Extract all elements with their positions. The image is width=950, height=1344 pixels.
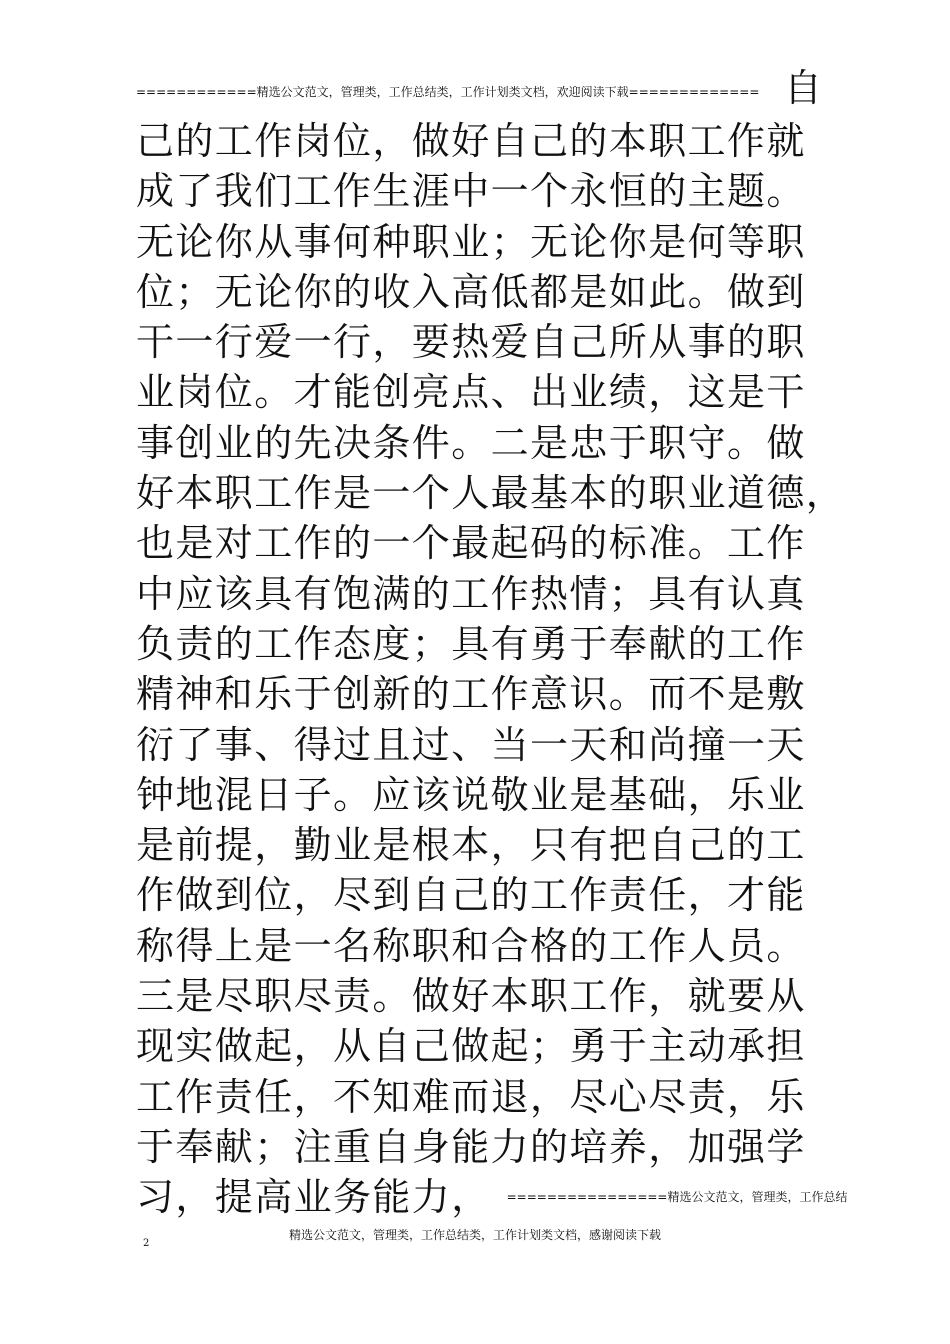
text-line: 三是尽职尽责。做好本职工作，就要从 xyxy=(136,974,806,1019)
text-line: 工作责任，不知难而退，尽心尽责，乐 xyxy=(136,1074,806,1119)
text-line: 干一行爱一行，要热爱自己所从事的职 xyxy=(136,320,806,365)
text-line: 也是对工作的一个最起码的标准。工作 xyxy=(136,521,806,566)
text-line: 无论你从事何种职业；无论你是何等职 xyxy=(136,219,806,264)
text-line: 钟地混日子。应该说敬业是基础，乐业 xyxy=(136,772,806,817)
footer-text: 精选公文范文，管理类，工作总结类，工作计划类文档，感谢阅读下载 xyxy=(288,1228,661,1242)
text-line: 衍了事、得过且过、当一天和尚撞一天 xyxy=(136,722,806,767)
text-line: 好本职工作是一个人最基本的职业道德， xyxy=(136,471,846,516)
first-character: 自 xyxy=(783,66,822,110)
inline-banner: ================精选公文范文，管理类，工作总结 xyxy=(506,1189,848,1204)
text-line: 位；无论你的收入高低都是如此。做到 xyxy=(136,269,806,314)
header-row xyxy=(136,66,826,116)
last-text-line xyxy=(136,1172,848,1222)
body-text xyxy=(136,116,848,1223)
text-line: 于奉献；注重自身能力的培养，加强学 xyxy=(136,1124,806,1169)
text-line: 事创业的先决条件。二是忠于职守。做 xyxy=(136,420,806,465)
header-banner: ============精选公文范文，管理类，工作总结类，工作计划类文档，欢迎阅读下载============= xyxy=(136,85,760,99)
text-line: 现实做起，从自己做起；勇于主动承担 xyxy=(136,1024,806,1069)
text-line: 是前提，勤业是根本，只有把自己的工 xyxy=(136,823,806,868)
last-line-text: 习，提高业务能力， xyxy=(136,1175,491,1220)
text-line: 称得上是一名称职和合格的工作人员。 xyxy=(136,923,806,968)
text-line: 业岗位。才能创亮点、出业绩，这是干 xyxy=(136,370,806,415)
text-line: 负责的工作态度；具有勇于奉献的工作 xyxy=(136,621,806,666)
text-line: 作做到位，尽到自己的工作责任，才能 xyxy=(136,873,806,918)
text-line: 中应该具有饱满的工作热情；具有认真 xyxy=(136,571,806,616)
text-line: 精神和乐于创新的工作意识。而不是敷 xyxy=(136,672,806,717)
text-line: 成了我们工作生涯中一个永恒的主题。 xyxy=(136,169,806,214)
text-line: 己的工作岗位，做好自己的本职工作就 xyxy=(136,119,806,163)
page-number: 2 xyxy=(143,1238,150,1249)
